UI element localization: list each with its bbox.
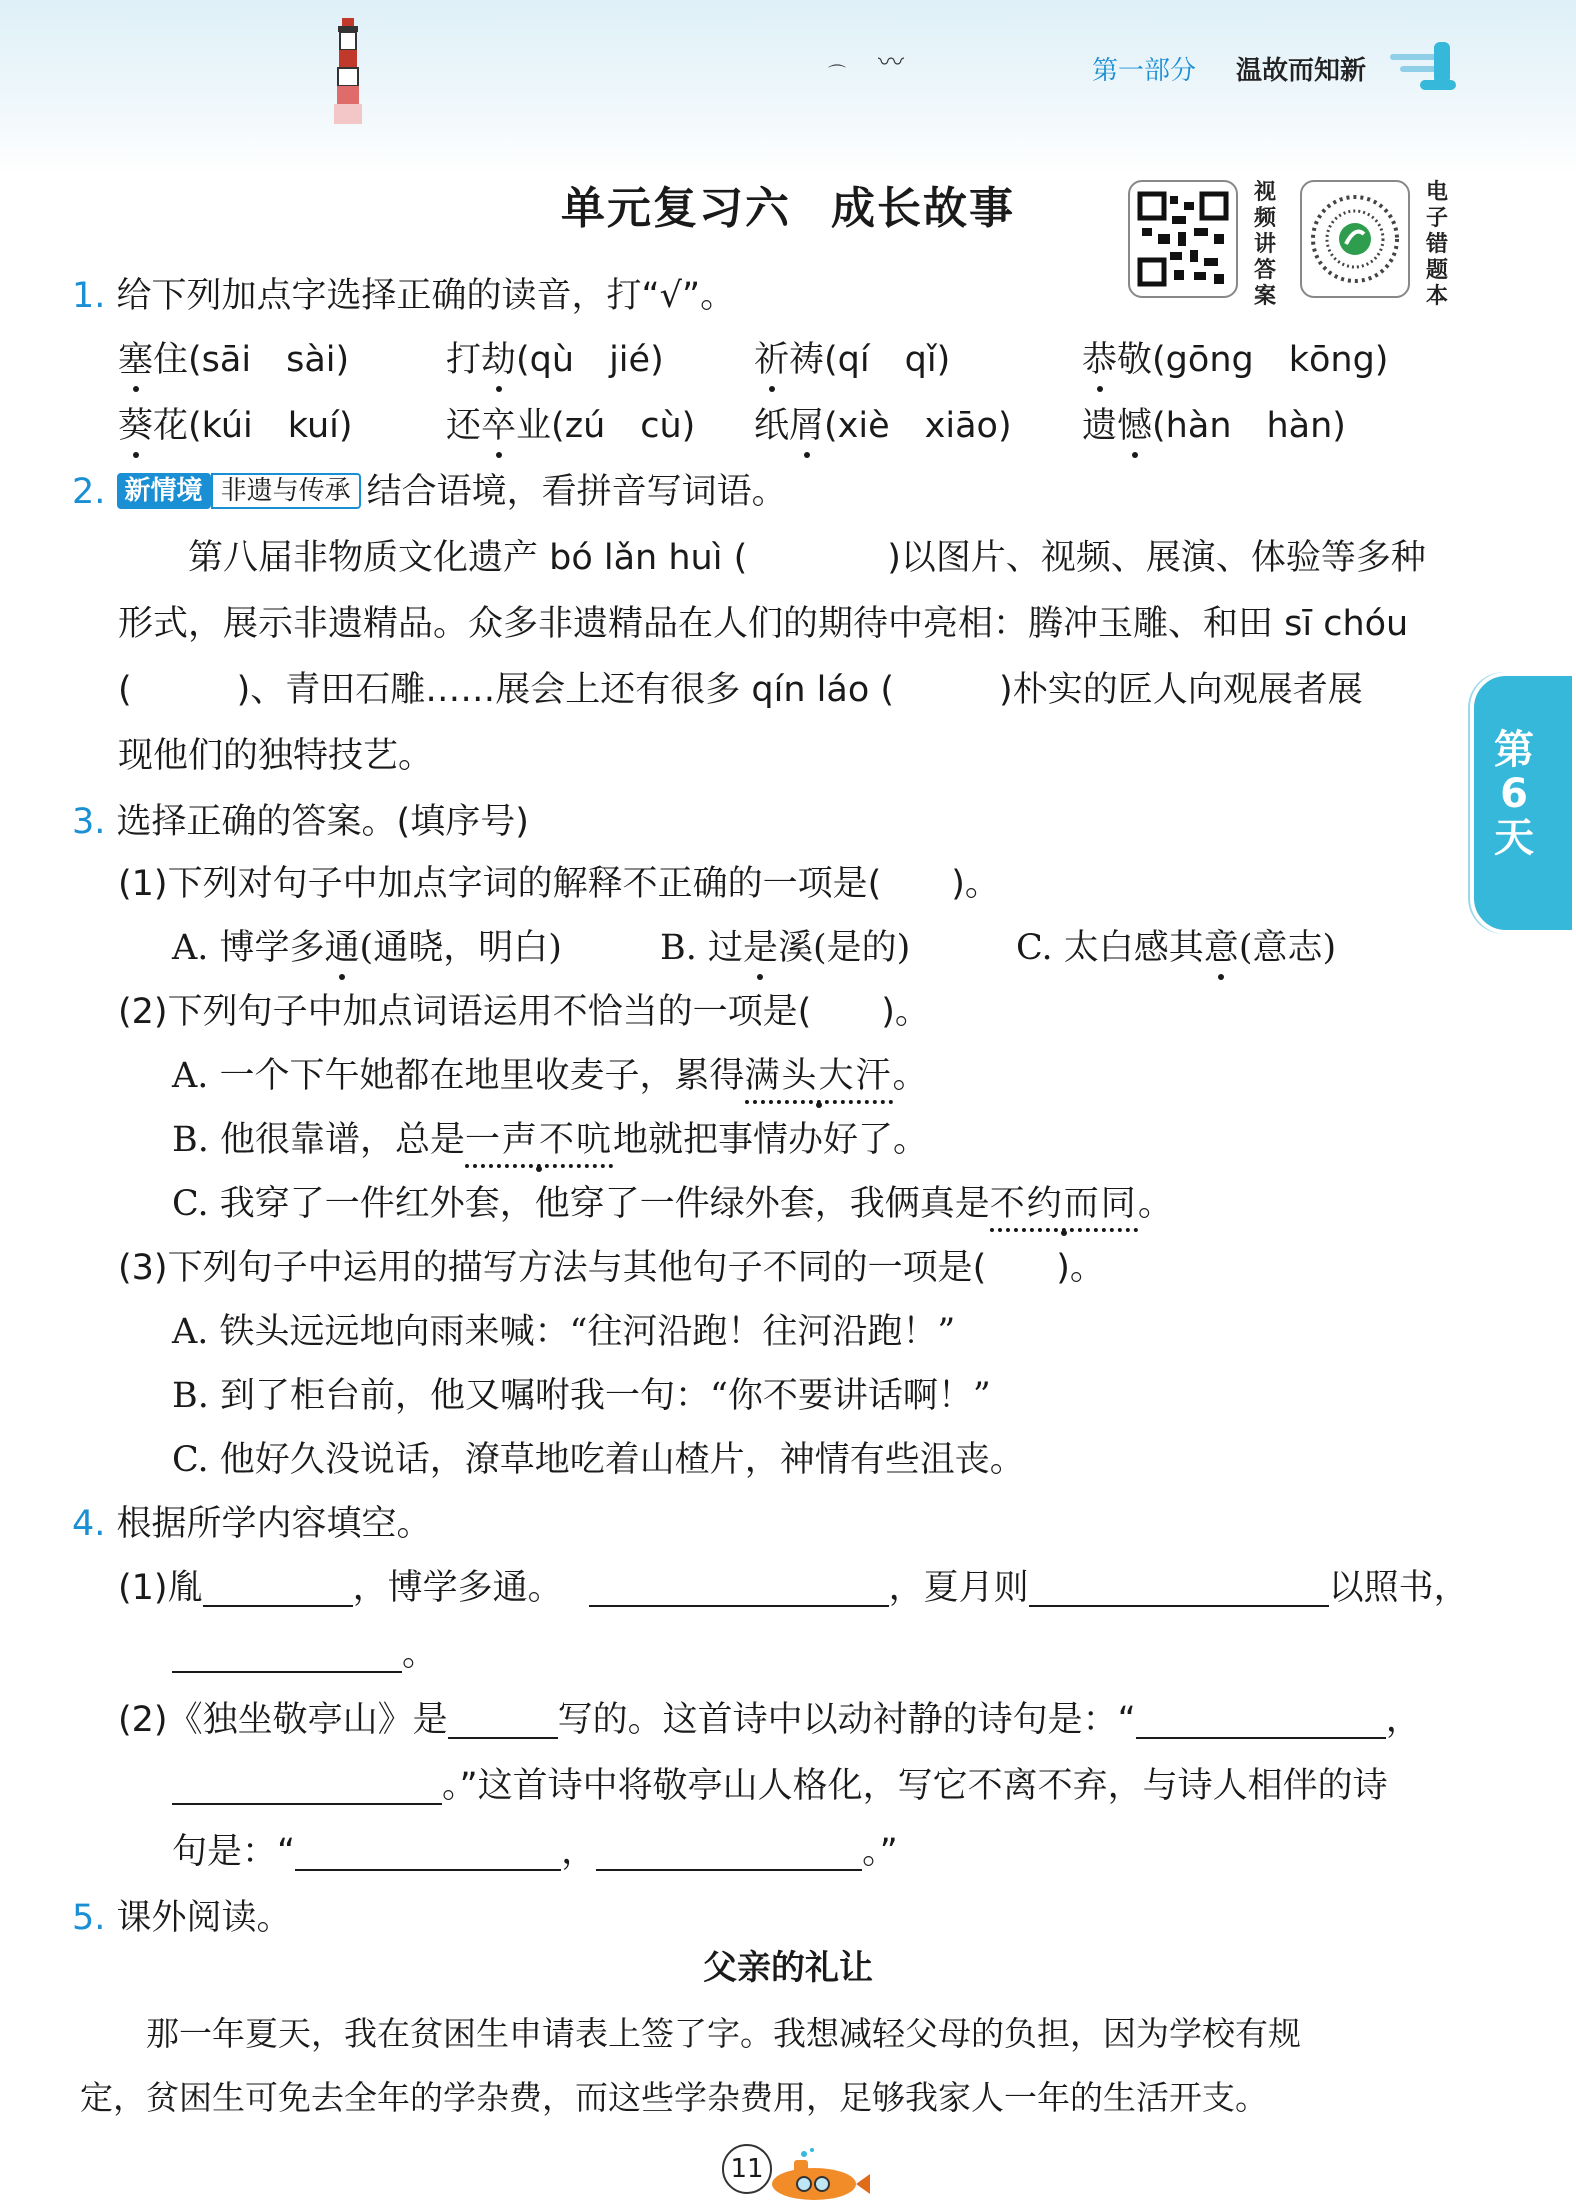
q1-number: 1. — [72, 276, 106, 316]
pinyin-options: (hàn hàn) — [1152, 406, 1346, 446]
q3-prompt-line — [72, 798, 529, 846]
answer-blank[interactable] — [589, 1567, 889, 1607]
dotted-char: 是 — [743, 924, 778, 972]
q3-sub3-option-b: B. 到了柜台前，他又嘱咐我一句：“你不要讲话啊！” — [172, 1376, 991, 1416]
qr-code-icon — [1130, 182, 1236, 296]
dotted-char: 意 — [1204, 924, 1239, 972]
q2-paragraph-line: ( )、青田石雕……展会上还有很多 qín láo ( )朴实的匠人向观展者展 — [118, 670, 1363, 710]
answer-blank[interactable] — [596, 1831, 862, 1871]
dotted-char: 祈 — [754, 336, 789, 384]
pinyin-options: (kúi kuí) — [188, 406, 353, 446]
q1-item: 葵花(kúi kuí) — [118, 402, 353, 450]
dotted-char: 憾 — [1117, 402, 1152, 450]
q1-item: 还卒业(zú cù) — [446, 402, 695, 450]
q2-paragraph-line: 第八届非物质文化遗产 bó lǎn huì ( )以图片、视频、展演、体验等多种 — [118, 538, 1426, 578]
dotted-word: 满头大汗 — [745, 1052, 893, 1104]
q4-sub1-line: (1)胤 ，博学多通。 ，夏月则 以照书， — [118, 1568, 1469, 1608]
dotted-word: 一声不吭 — [465, 1116, 613, 1168]
q3-sub1-option-a: A. 博学多通(通晓，明白) — [172, 924, 562, 972]
q1-prompt: 给下列加点字选择正确的读音，打“√”。 — [116, 276, 736, 316]
dotted-char: 恭 — [1082, 336, 1117, 384]
pinyin-options: (zú cù) — [551, 406, 696, 446]
mini-program-code-icon — [1302, 182, 1408, 296]
q3-number: 3. — [72, 802, 106, 842]
passage-line: 那一年夏天，我在贫困生申请表上签了字。我想减轻父母的负担，因为学校有规 — [80, 2014, 1301, 2053]
q2-paragraph-line: 现他们的独特技艺。 — [118, 736, 434, 776]
bird-icon: ⌒ — [828, 64, 846, 85]
passage-title: 父亲的礼让 — [703, 1948, 873, 1988]
q3-sub2-stem: (2)下列句子中加点词语运用不恰当的一项是( )。 — [118, 992, 930, 1032]
q1-prompt-line — [72, 272, 735, 320]
unit-title-right: 成长故事 — [831, 183, 1015, 234]
dotted-char: 卒 — [481, 402, 516, 450]
error-book-qr-code[interactable] — [1300, 180, 1410, 298]
header-band — [0, 0, 1576, 175]
q1-item: 塞住(sāi sài) — [118, 336, 349, 384]
dotted-char: 劫 — [481, 336, 516, 384]
day-tab-label: 第6天 — [1494, 727, 1534, 861]
new-context-tag: 新情境 — [117, 473, 211, 509]
q3-sub1-option-b: B. 过是溪(是的) — [660, 924, 910, 972]
pinyin-options: (sāi sài) — [188, 340, 350, 380]
bird-icon: 〰 — [878, 48, 905, 78]
answer-blank[interactable] — [1029, 1567, 1329, 1607]
dotted-char: 葵 — [118, 402, 153, 450]
q5-number: 5. — [72, 1898, 106, 1938]
q1-item: 恭敬(gōng kōng) — [1082, 336, 1388, 384]
q2-prompt: 结合语境，看拼音写词语。 — [366, 472, 787, 512]
passage-line: 定，贫困生可免去全年的学杂费，而这些学杂费用，足够我家人一年的生活开支。 — [80, 2078, 1268, 2117]
q4-number: 4. — [72, 1504, 106, 1544]
q1-item: 遗憾(hàn hàn) — [1082, 402, 1346, 450]
q1-item: 祈祷(qí qǐ) — [754, 336, 950, 384]
dotted-char: 屑 — [789, 402, 824, 450]
pinyin-options: (qù jié) — [516, 340, 664, 380]
answer-blank[interactable] — [172, 1765, 442, 1805]
answer-blank[interactable] — [295, 1831, 561, 1871]
q4-sub2-line: (2)《独坐敬亭山》是 写的。这首诗中以动衬静的诗句是：“ ， — [118, 1700, 1421, 1740]
q4-sub2-line: 句是：“ ， 。” — [172, 1832, 898, 1872]
q3-sub2-option-b: B. 他很靠谱，总是一声不吭地就把事情办好了。 — [172, 1116, 928, 1168]
q3-sub3-stem: (3)下列句子中运用的描写方法与其他句子不同的一项是( )。 — [118, 1248, 1105, 1288]
pinyin-options: (qí qǐ) — [824, 340, 951, 380]
dotted-word: 不约而同 — [990, 1180, 1138, 1232]
q2-prompt-line — [72, 468, 787, 516]
q4-sub2-line: 。”这首诗中将敬亭山人格化，写它不离不弃，与诗人相伴的诗 — [172, 1762, 1388, 1810]
answer-blank[interactable] — [1136, 1699, 1386, 1739]
answer-blank[interactable] — [448, 1699, 558, 1739]
unit-title-left: 单元复习六 — [561, 183, 791, 234]
pinyin-options: (gōng kōng) — [1152, 340, 1389, 380]
pinyin-options: (xiè xiāo) — [824, 406, 1012, 446]
q3-prompt: 选择正确的答案。(填序号) — [116, 802, 529, 842]
q3-sub1-option-c: C. 太白感其意(意志) — [1016, 924, 1336, 972]
q3-sub1-stem: (1)下列对句子中加点字词的解释不正确的一项是( )。 — [118, 864, 1000, 904]
q2-paragraph-line: 形式，展示非遗精品。众多非遗精品在人们的期待中亮相：腾冲玉雕、和田 sī chóu — [118, 604, 1409, 644]
part-label: 第一部分 — [1092, 56, 1197, 86]
decoration-icon — [1390, 36, 1460, 96]
q5-prompt: 课外阅读。 — [116, 1898, 292, 1938]
dotted-char: 塞 — [118, 336, 153, 384]
q4-prompt-line — [72, 1500, 432, 1548]
q1-item: 打劫(qù jié) — [446, 336, 664, 384]
error-book-label: 电子错题本 — [1426, 180, 1449, 309]
answer-blank[interactable] — [203, 1567, 353, 1607]
submarine-icon — [764, 2148, 874, 2204]
video-qr-code[interactable] — [1128, 180, 1238, 298]
q2-number: 2. — [72, 472, 106, 512]
q3-sub3-option-a: A. 铁头远远地向雨来喊：“往河沿跑！往河沿跑！” — [172, 1312, 956, 1352]
dotted-char: 通 — [325, 924, 360, 972]
q4-sub1-line: 。 — [172, 1630, 437, 1678]
lighthouse-icon — [330, 18, 366, 128]
category-tag: 非遗与传承 — [211, 473, 361, 509]
q3-sub2-option-c: C. 我穿了一件红外套，他穿了一件绿外套，我俩真是不约而同。 — [172, 1180, 1173, 1232]
part-title: 温故而知新 — [1236, 56, 1367, 86]
q3-sub2-option-a: A. 一个下午她都在地里收麦子，累得满头大汗。 — [172, 1052, 928, 1104]
video-answer-label: 视频讲答案 — [1254, 180, 1277, 309]
q4-prompt: 根据所学内容填空。 — [116, 1504, 432, 1544]
answer-blank[interactable] — [172, 1633, 402, 1673]
page-number: 11 — [722, 2144, 772, 2194]
q3-sub3-option-c: C. 他好久没说话，潦草地吃着山楂片，神情有些沮丧。 — [172, 1440, 1025, 1480]
q5-prompt-line — [72, 1894, 292, 1942]
q1-item: 纸屑(xiè xiāo) — [754, 402, 1012, 450]
